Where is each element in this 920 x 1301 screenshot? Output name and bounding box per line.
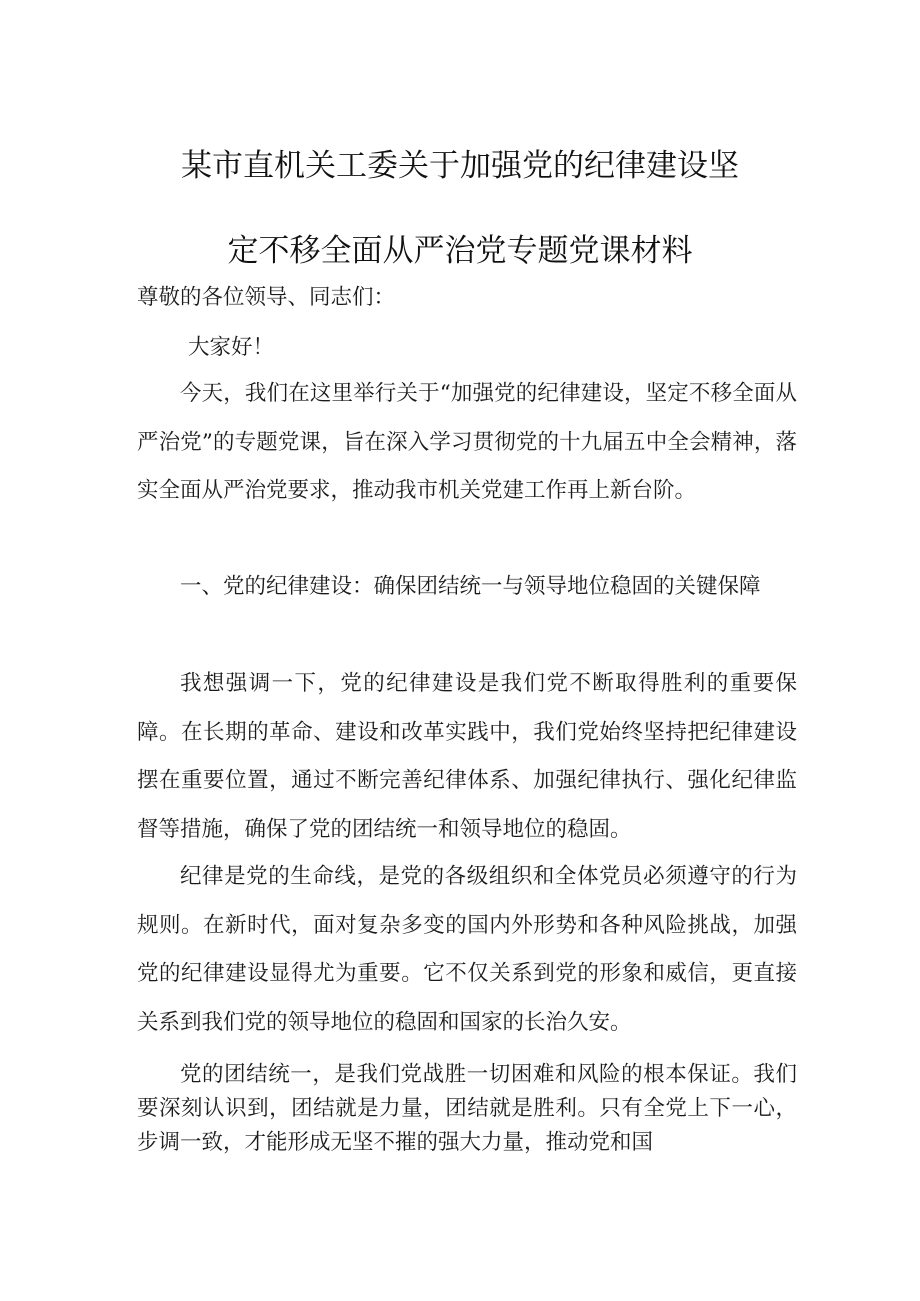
paragraph-discipline-lifeline: 纪律是党的生命线，是党的各级组织和全体党员必须遵守的行为规则。在新时代，面对复杂多变的国内外形势和各种风险挑战，加强党的纪律建设显得尤为重要。它不仅关系到党的形象和威信，更直接关系到我们党的领导地位的稳固和国家的长治久安。 (137, 864, 797, 1035)
paragraph-discipline-guarantee: 我想强调一下，党的纪律建设是我们党不断取得胜利的重要保障。在长期的革命、建设和改革实践中，我们党始终坚持把纪律建设摆在重要位置，通过不断完善纪律体系、加强纪律执行、强化纪律监督等措施，确保了党的团结统一和领导地位的稳固。 (137, 671, 797, 842)
paragraph-intro: 今天，我们在这里举行关于“加强党的纪律建设，坚定不移全面从严治党”的专题党课，旨在深入学习贯彻党的十九届五中全会精神，落实全面从严治党要求，推动我市机关党建工作再上新台阶。 (137, 381, 797, 503)
paragraph-unity: 党的团结统一，是我们党战胜一切困难和风险的根本保证。我们要深刻认识到，团结就是力量，团结就是胜利。只有全党上下一心，步调一致，才能形成无坚不摧的强大力量，推动党和国 (137, 1062, 797, 1155)
greeting: 大家好！ (188, 335, 275, 360)
salutation: 尊敬的各位领导、同志们： (137, 285, 396, 310)
document-title-line-2: 定不移全面从严治党专题党课材料 (227, 233, 693, 269)
section-heading-1: 一、党的纪律建设：确保团结统一与领导地位稳固的关键保障 (180, 574, 761, 599)
document-title-line-1: 某市直机关工委关于加强党的纪律建设坚 (181, 148, 739, 184)
